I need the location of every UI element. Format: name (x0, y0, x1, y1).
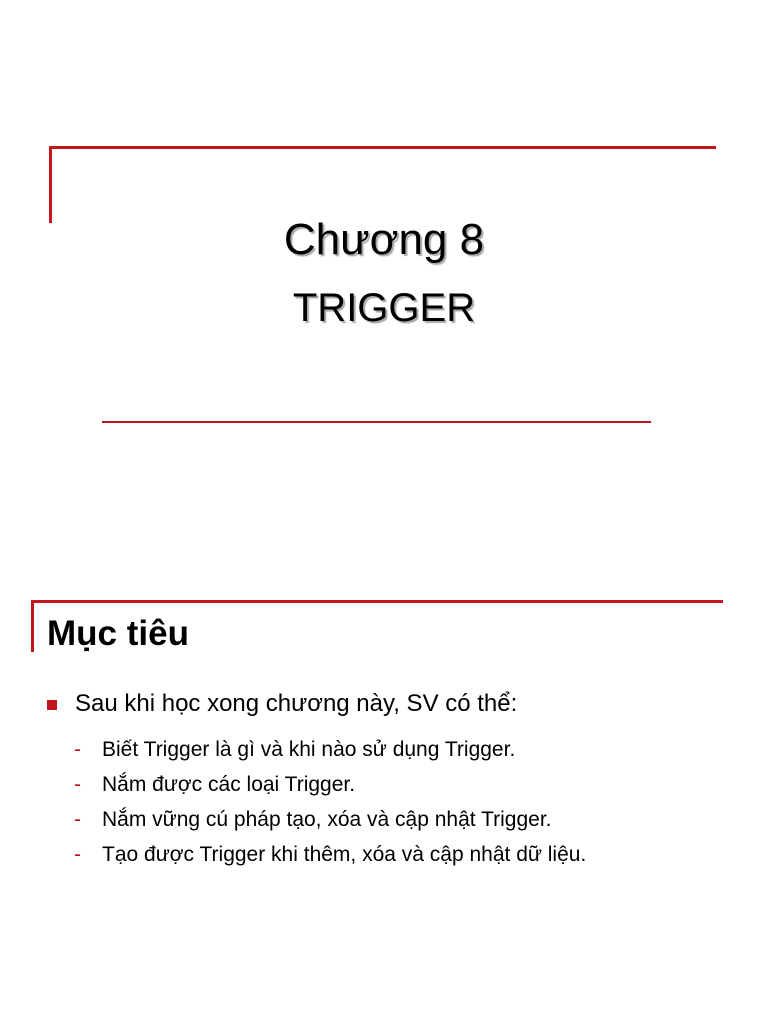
main-bullet (47, 688, 517, 720)
main-bullet-text: Sau khi học xong chương này, SV có thể: (75, 690, 518, 717)
chapter-subtitle: TRIGGER (292, 286, 476, 330)
list-item-text: Nắm vững cú pháp tạo, xóa và cập nhật Trigger. (102, 807, 552, 831)
list-item-text: Nắm được các loại Trigger. (102, 772, 356, 796)
dash-bullet-icon: - (74, 772, 81, 796)
slide-title (0, 0, 768, 510)
list-item (74, 732, 586, 767)
list-item-text: Biết Trigger là gì và khi nào sử dụng Trigger. (102, 737, 516, 761)
objectives-list (74, 732, 586, 872)
dash-bullet-icon: - (74, 807, 81, 831)
objectives-heading: Mục tiêu (47, 614, 189, 653)
slide-objectives (0, 510, 768, 1024)
accent-vertical-line (31, 600, 34, 652)
list-item (74, 767, 586, 802)
list-item (74, 802, 586, 837)
dash-bullet-icon: - (74, 737, 81, 761)
accent-horizontal-line (31, 600, 723, 603)
list-item (74, 837, 586, 872)
square-bullet-icon (47, 700, 57, 710)
chapter-title: Chương 8 (283, 215, 485, 264)
title-underline (102, 421, 651, 423)
list-item-text: Tạo được Trigger khi thêm, xóa và cập nhật dữ liệu. (102, 842, 587, 866)
accent-horizontal-line (49, 146, 716, 149)
dash-bullet-icon: - (74, 842, 81, 866)
